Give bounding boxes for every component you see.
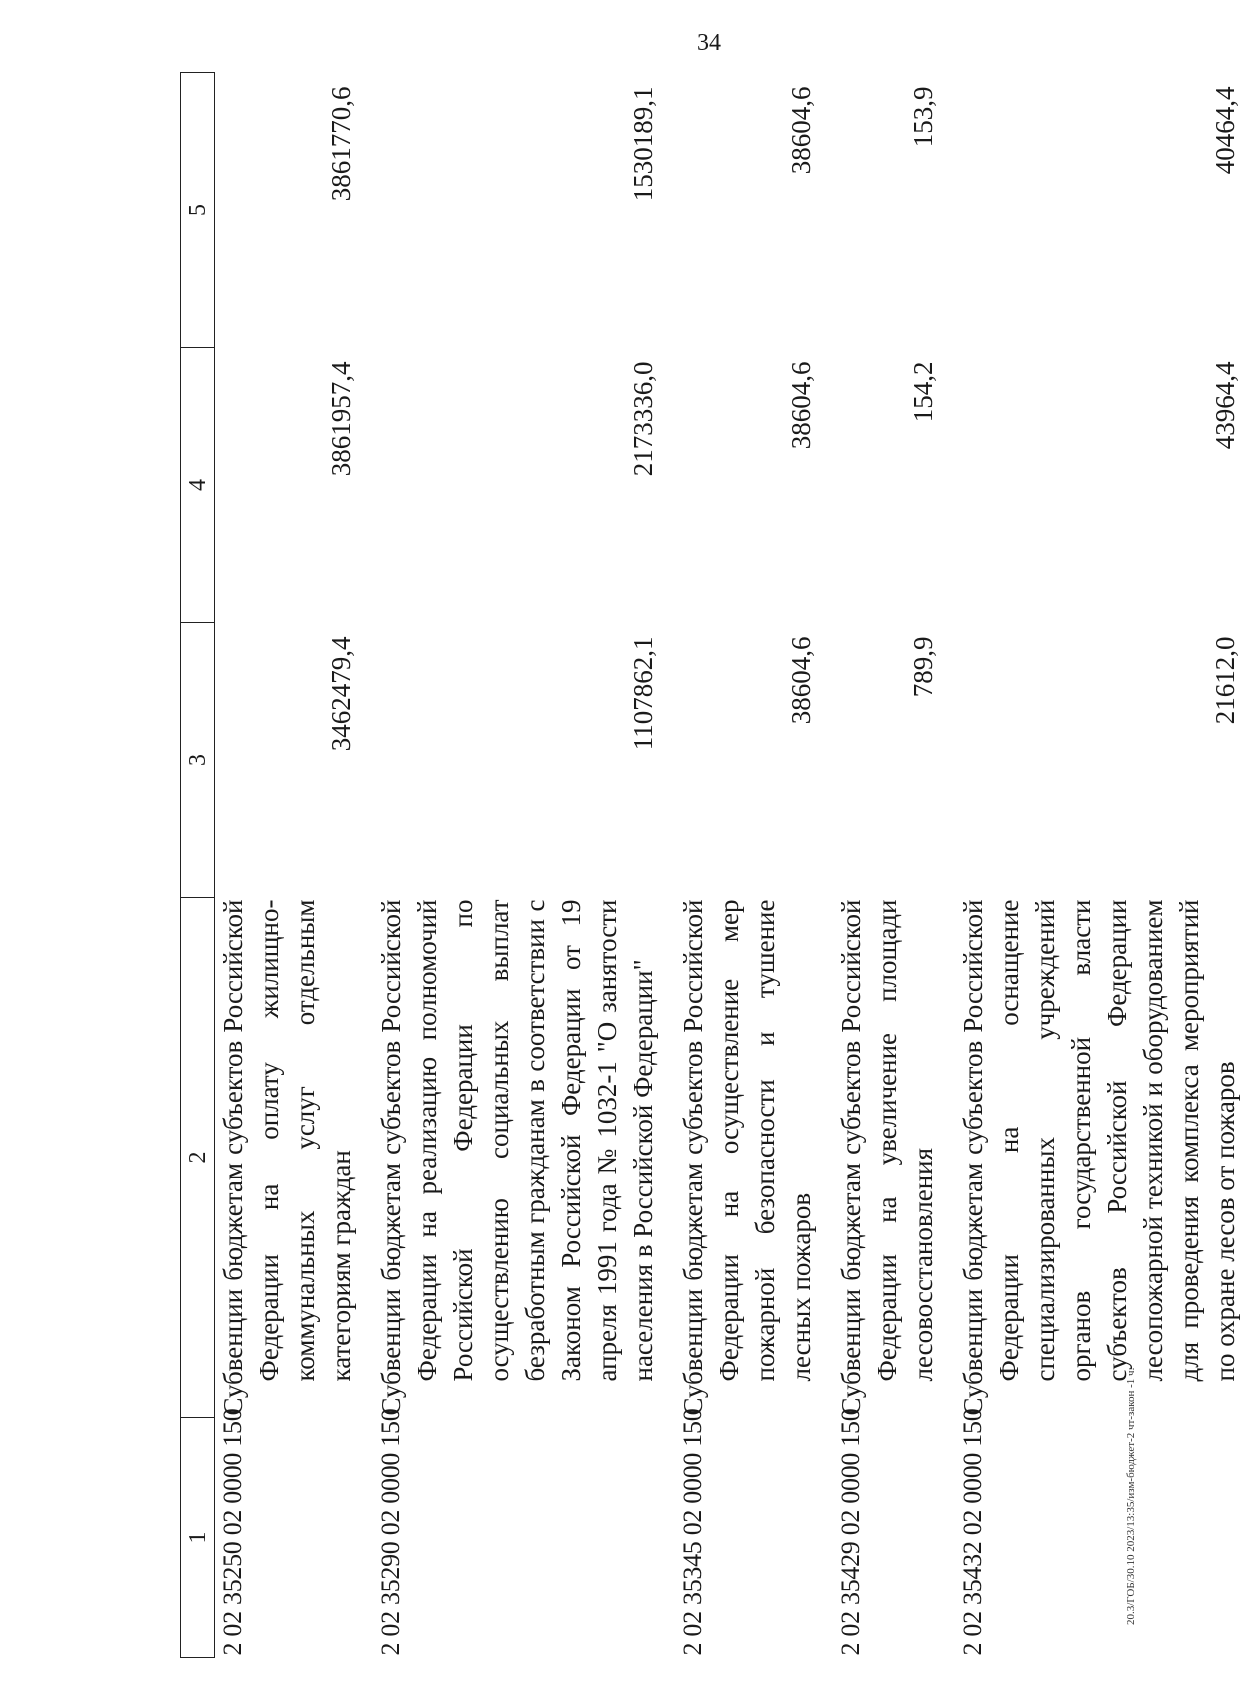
value-col-3: 1107862,1	[628, 636, 658, 751]
page-number: 34	[697, 30, 721, 56]
item-name: Субвенции бюджетам субъектов Российской Федерации на увеличение площади лесовосстановления	[836, 899, 938, 1416]
value-col-5: 40464,4	[1210, 86, 1240, 175]
value-col-4: 3861957,4	[326, 361, 356, 477]
footer-note: 20.3/ГОБ/30.10 2023/13:35/изм-бюджет-2 чт-закон -1 ч.	[1125, 1367, 1137, 1625]
table-row	[215, 73, 374, 1658]
header-col-2: 2	[181, 898, 215, 1418]
value-col-3: 789,9	[908, 636, 938, 698]
item-name: Субвенции бюджетам субъектов Российской Федерации на осуществление мер пожарной безопасности и тушение лесных пожаров	[678, 899, 816, 1416]
item-name: Субвенции бюджетам субъектов Российской Федерации на реализацию полномочий Российской Федерации по осуществлению социальных выплат безработным гражданам в соответствии с Законом Российской Федерации от 19 апреля 1991 года № 1032-1 "О занятости населения в Российской Федерации"	[376, 899, 658, 1416]
value-col-4: 2173336,0	[628, 361, 658, 477]
item-name: Субвенции бюджетам субъектов Российской Федерации на оплату жилищно-коммунальных услуг отдельным категориям граждан	[218, 899, 356, 1416]
value-col-5: 1530189,1	[628, 86, 658, 202]
header-col-3: 3	[181, 623, 215, 898]
table-body	[215, 73, 1257, 1658]
value-col-5: 153,9	[908, 86, 938, 148]
budget-table	[180, 72, 1257, 1658]
budget-code: 2 02 35429 02 0000 150	[836, 1408, 865, 1656]
table-row	[373, 73, 675, 1658]
budget-code: 2 02 35345 02 0000 150	[678, 1408, 707, 1656]
header-col-5: 5	[181, 73, 215, 348]
table-header	[181, 73, 215, 1658]
rotated-table-container	[180, 73, 1240, 1658]
value-col-3: 3462479,4	[326, 636, 356, 752]
value-col-4: 154,2	[908, 361, 938, 423]
value-col-3: 21612,0	[1210, 636, 1240, 725]
table-row	[833, 73, 955, 1658]
value-col-4: 38604,6	[786, 361, 816, 450]
table-row	[955, 73, 1257, 1658]
budget-code: 2 02 35250 02 0000 150	[218, 1408, 247, 1656]
budget-code: 2 02 35290 02 0000 150	[376, 1408, 405, 1656]
item-name: Субвенции бюджетам субъектов Российской Федерации на оснащение специализированных учреждений органов государственной власти субъектов Российской Федерации лесопожарной техникой и оборудованием для проведения комплекса мероприятий по охране лесов от пожаров	[958, 899, 1240, 1416]
value-col-4: 43964,4	[1210, 361, 1240, 450]
value-col-5: 38604,6	[786, 86, 816, 175]
value-col-3: 38604,6	[786, 636, 816, 725]
table-row	[675, 73, 833, 1658]
header-row	[181, 73, 215, 1658]
value-col-5: 3861770,6	[326, 86, 356, 202]
header-col-4: 4	[181, 348, 215, 623]
header-col-1: 1	[181, 1418, 215, 1658]
budget-code: 2 02 35432 02 0000 150	[958, 1408, 987, 1656]
